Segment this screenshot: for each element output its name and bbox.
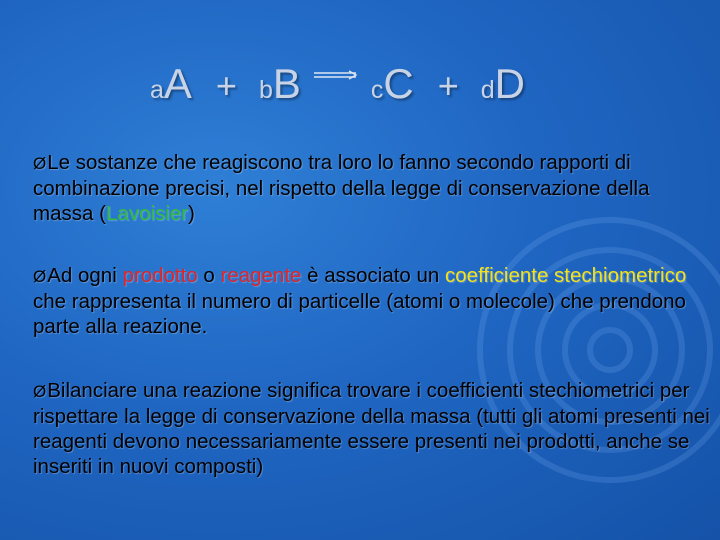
coefficient-b: b xyxy=(258,76,273,104)
paragraph-text: è associato un xyxy=(301,264,446,287)
bullet-paragraph-conservation xyxy=(33,150,713,226)
coefficient-d: d xyxy=(480,76,495,104)
highlight-lavoisier: Lavoisier xyxy=(105,202,188,225)
bullet-paragraph-coefficient xyxy=(33,263,713,339)
coefficient-c: c xyxy=(370,76,384,104)
highlight-prodotto: prodotto xyxy=(122,264,198,287)
paragraph-text: o xyxy=(197,264,221,287)
paragraph-text: che rappresenta il numero di particelle (atomi o molecole) che prendono parte alla reazione. xyxy=(33,290,686,338)
paragraph-text: Ad ogni xyxy=(47,264,123,287)
plus-sign: + xyxy=(215,65,237,106)
species-a: A xyxy=(163,60,192,107)
arrow-bullet-icon: Ø xyxy=(33,154,47,173)
arrow-bullet-icon: Ø xyxy=(33,382,47,401)
paragraph-text: Bilanciare una reazione significa trovare i coefficienti stechiometrici per rispettare la legge di conservazione della massa (tutti gli atomi presenti nei reagenti devono necessariamente essere presenti nei prodotti, anche se inseriti in nuovi composti) xyxy=(33,379,710,478)
reaction-arrow-icon xyxy=(313,70,357,80)
reaction-equation xyxy=(150,60,525,110)
highlight-coefficiente: coefficiente stechiometrico xyxy=(445,264,687,287)
coefficient-a: a xyxy=(150,76,164,104)
paragraph-text: ) xyxy=(187,202,195,225)
species-c: C xyxy=(383,60,414,107)
species-b: B xyxy=(272,60,301,107)
plus-sign: + xyxy=(437,65,459,106)
highlight-reagente: reagente xyxy=(220,264,302,287)
paragraph-text: Le sostanze che reagiscono tra loro lo fanno secondo rapporti di combinazione precisi, nel rispetto della legge di conservazione della massa ( xyxy=(33,151,650,225)
arrow-bullet-icon: Ø xyxy=(33,267,47,286)
bullet-paragraph-balancing xyxy=(33,378,713,479)
species-d: D xyxy=(494,60,525,107)
